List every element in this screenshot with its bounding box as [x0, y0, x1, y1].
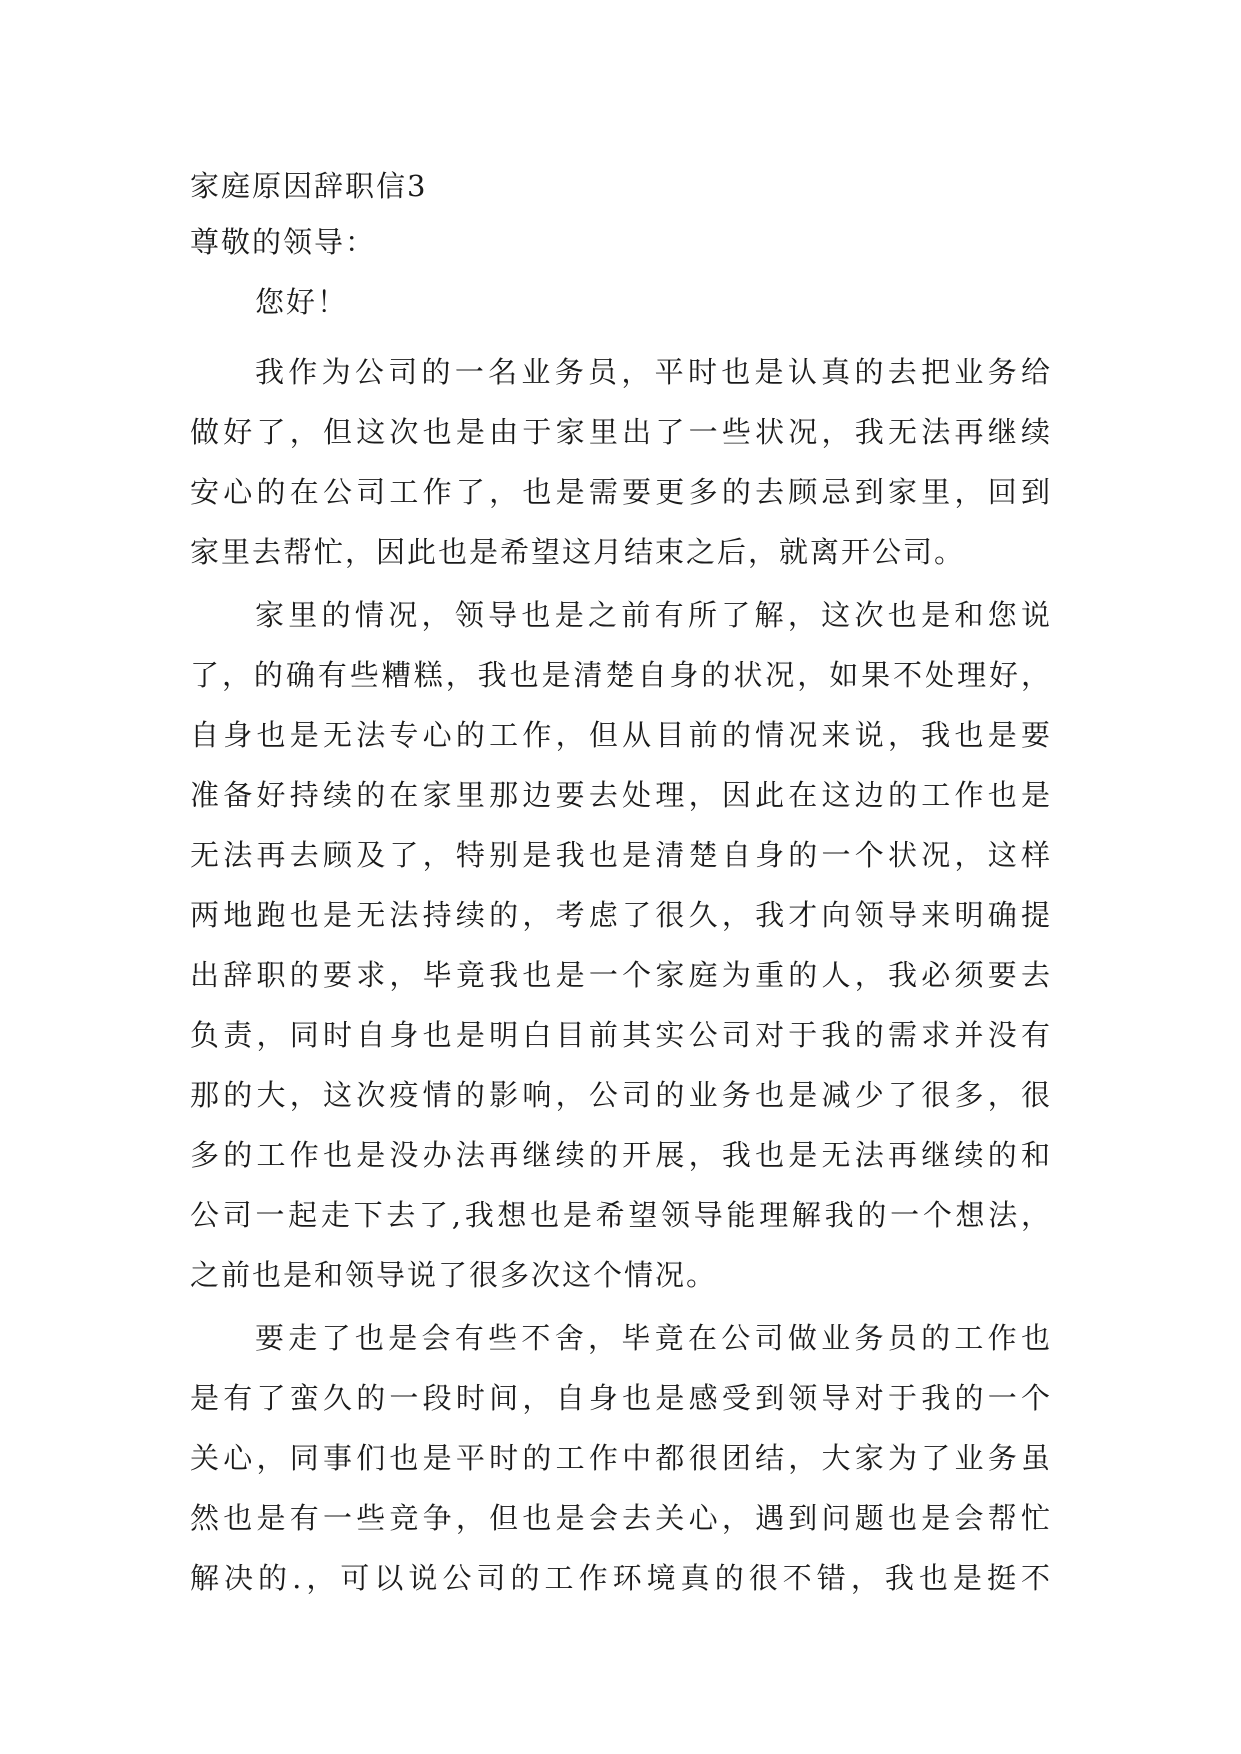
- paragraph-3: [190, 1308, 1050, 1608]
- paragraph-2: [190, 585, 1050, 1305]
- paragraph-line: 出辞职的要求，毕竟我也是一个家庭为重的人，我必须要去: [190, 958, 1050, 992]
- paragraph-line: 是有了蛮久的一段时间，自身也是感受到领导对于我的一个: [190, 1381, 1050, 1415]
- paragraph-line: 安心的在公司工作了，也是需要更多的去顾忌到家里，回到: [190, 475, 1050, 509]
- document-title: 家庭原因辞职信3: [190, 169, 428, 203]
- paragraph-line: 家里的情况，领导也是之前有所了解，这次也是和您说: [255, 598, 1050, 632]
- paragraph-line: 多的工作也是没办法再继续的开展，我也是无法再继续的和: [190, 1138, 1050, 1172]
- paragraph-line: 负责，同时自身也是明白目前其实公司对于我的需求并没有: [190, 1018, 1050, 1052]
- paragraph-line: 家里去帮忙，因此也是希望这月结束之后，就离开公司。: [190, 535, 966, 569]
- paragraph-1: [190, 342, 1050, 582]
- paragraph-line: 公司一起走下去了,我想也是希望领导能理解我的一个想法，: [190, 1198, 1050, 1232]
- paragraph-line: 自身也是无法专心的工作，但从目前的情况来说，我也是要: [190, 718, 1050, 752]
- paragraph-line: 无法再去顾及了，特别是我也是清楚自身的一个状况，这样: [190, 838, 1050, 872]
- paragraph-line: 解决的.，可以说公司的工作环境真的很不错，我也是挺不: [190, 1561, 1050, 1595]
- salutation: 尊敬的领导：: [190, 225, 377, 259]
- letter-body: [190, 342, 1050, 1611]
- paragraph-line: 准备好持续的在家里那边要去处理，因此在这边的工作也是: [190, 778, 1050, 812]
- paragraph-line: 要走了也是会有些不舍，毕竟在公司做业务员的工作也: [255, 1321, 1050, 1355]
- paragraph-line: 了，的确有些糟糕，我也是清楚自身的状况，如果不处理好，: [190, 658, 1050, 692]
- paragraph-line: 那的大，这次疫情的影响，公司的业务也是减少了很多，很: [190, 1078, 1050, 1112]
- paragraph-line: 之前也是和领导说了很多次这个情况。: [190, 1258, 718, 1292]
- paragraph-line: 我作为公司的一名业务员，平时也是认真的去把业务给: [255, 355, 1050, 389]
- paragraph-line: 做好了，但这次也是由于家里出了一些状况，我无法再继续: [190, 415, 1050, 449]
- greeting: 您好！: [255, 285, 349, 319]
- paragraph-line: 关心，同事们也是平时的工作中都很团结，大家为了业务虽: [190, 1441, 1050, 1475]
- paragraph-line: 两地跑也是无法持续的，考虑了很久，我才向领导来明确提: [190, 898, 1050, 932]
- paragraph-line: 然也是有一些竞争，但也是会去关心，遇到问题也是会帮忙: [190, 1501, 1050, 1535]
